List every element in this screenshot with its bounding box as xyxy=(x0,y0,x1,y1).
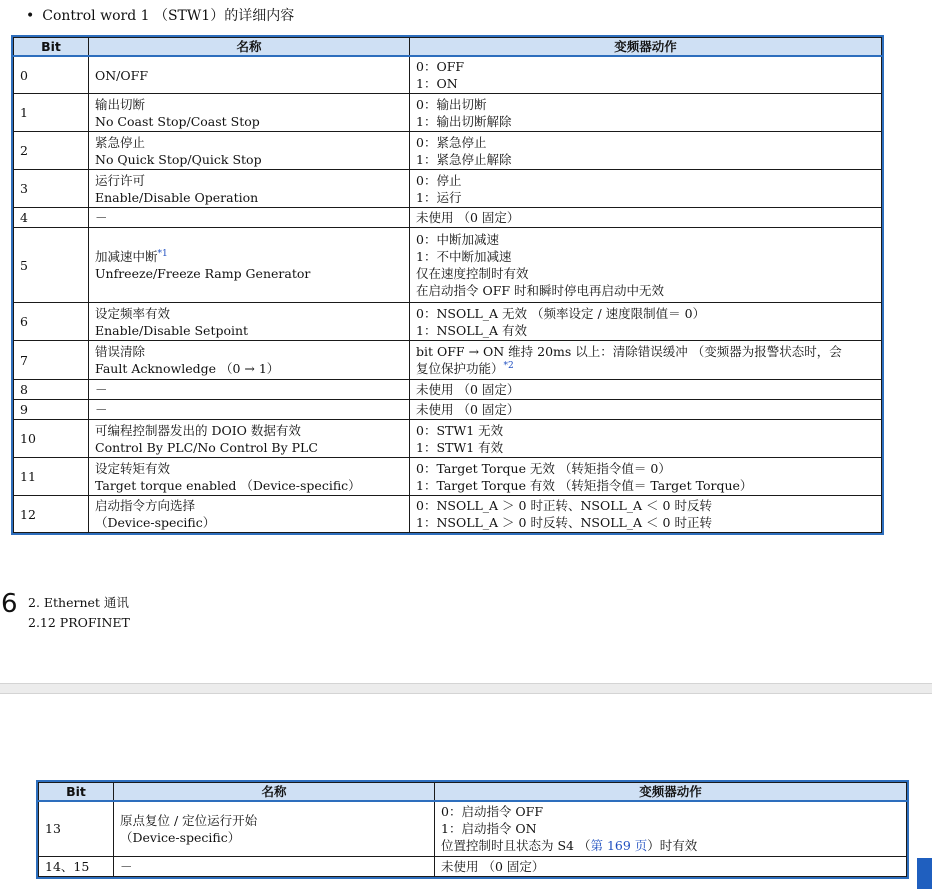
action-line: 0：NSOLL_A 无效 （频率设定 / 速度限制值＝ 0） xyxy=(416,305,706,321)
action-cell xyxy=(410,132,882,170)
name-line: 启动指令方向选择 xyxy=(95,498,196,513)
page-divider xyxy=(0,683,932,694)
action-line: 0：中断加减速 xyxy=(416,232,499,247)
action-line: 复位保护功能）$^{*2}$ xyxy=(416,360,514,376)
name-line: No Coast Stop/Coast Stop xyxy=(95,113,260,129)
action-line: 0：输出切断 xyxy=(416,96,487,112)
bit-cell: 8 xyxy=(14,380,89,400)
bit-cell: 1 xyxy=(14,94,89,132)
action-header: 变频器动作 xyxy=(410,38,882,57)
action-cell xyxy=(410,208,882,228)
bit-cell: 7 xyxy=(14,341,89,380)
name-line: 设定频率有效 xyxy=(95,305,171,321)
name-line: － xyxy=(95,382,108,397)
name-cell xyxy=(89,228,410,303)
action-line xyxy=(441,837,900,854)
action-cell xyxy=(410,56,882,94)
action-text: ）时有效 xyxy=(647,838,698,854)
name-line: 输出切断 xyxy=(95,96,146,112)
action-line: 1：启动指令 ON xyxy=(441,821,537,837)
action-cell xyxy=(410,170,882,208)
table-row xyxy=(14,208,882,228)
action-line: 1：运行 xyxy=(416,189,462,205)
bit-cell: 0 xyxy=(14,56,89,94)
name-line: ON/OFF xyxy=(95,67,148,83)
bit-cell: 2 xyxy=(14,132,89,170)
name-line: 错误清除 xyxy=(95,344,146,359)
bit-cell: 3 xyxy=(14,170,89,208)
scroll-handle[interactable] xyxy=(917,858,932,889)
action-line: 未使用 （0 固定） xyxy=(416,210,520,225)
action-cell xyxy=(410,458,882,496)
table-header-row xyxy=(14,38,882,57)
control-word-table xyxy=(13,37,882,533)
bullet: • xyxy=(26,8,35,24)
name-cell xyxy=(89,303,410,341)
name-line: No Quick Stop/Quick Stop xyxy=(95,151,262,167)
name-line: 紧急停止 xyxy=(95,134,146,150)
name-cell xyxy=(89,400,410,420)
name-line: （Device-specific） xyxy=(120,829,241,845)
name-cell xyxy=(89,208,410,228)
action-line: 0：STW1 无效 xyxy=(416,422,504,438)
action-line: 0：启动指令 OFF xyxy=(441,804,544,820)
name-line: Unfreeze/Freeze Ramp Generator xyxy=(95,266,311,281)
action-line: 未使用 （0 固定） xyxy=(441,858,545,874)
bit-cell: 12 xyxy=(14,496,89,533)
action-line: 1：紧急停止解除 xyxy=(416,151,512,167)
bit-cell: 11 xyxy=(14,458,89,496)
table-row xyxy=(14,170,882,208)
action-line: 未使用 （0 固定） xyxy=(416,382,520,397)
action-line: 1：ON xyxy=(416,76,458,91)
name-header: 名称 xyxy=(89,38,410,57)
name-line: 运行许可 xyxy=(95,172,146,188)
table-header-row xyxy=(39,783,907,802)
action-header: 变频器动作 xyxy=(435,783,907,802)
table-row xyxy=(39,856,907,876)
name-line: Fault Acknowledge （0 → 1） xyxy=(95,361,280,376)
bit-cell: 4 xyxy=(14,208,89,228)
name-line: 加减速中断$^{*1}$ xyxy=(95,248,168,264)
section-label: 2.12 PROFINET xyxy=(28,615,130,630)
page-link[interactable]: 第 169 页 xyxy=(590,838,648,854)
name-cell xyxy=(114,801,435,856)
table-row xyxy=(14,228,882,303)
action-line: 1：STW1 有效 xyxy=(416,439,504,455)
footnote-ref[interactable]: *1 xyxy=(157,248,168,259)
action-line: 1：Target Torque 有效 （转矩指令值＝ Target Torque） xyxy=(416,477,753,493)
table-row xyxy=(14,458,882,496)
name-line: 原点复位 / 定位运行开始 xyxy=(120,812,258,828)
action-line: 0：Target Torque 无效 （转矩指令值＝ 0） xyxy=(416,460,671,476)
page-footer xyxy=(28,593,130,633)
name-cell xyxy=(89,132,410,170)
name-line: － xyxy=(95,210,108,225)
action-line: 仅在速度控制时有效 xyxy=(416,266,529,281)
bit-header: Bit xyxy=(39,783,114,802)
action-cell xyxy=(410,380,882,400)
action-line: 0：停止 xyxy=(416,172,462,188)
action-line: 0：OFF xyxy=(416,59,465,74)
action-line: 1：不中断加减速 xyxy=(416,249,512,264)
action-cell xyxy=(410,228,882,303)
bit-cell: 13 xyxy=(39,801,114,856)
footnote-ref[interactable]: *2 xyxy=(503,360,514,371)
chapter-label: 2. Ethernet 通讯 xyxy=(28,595,129,610)
table-row xyxy=(14,420,882,458)
name-header: 名称 xyxy=(114,783,435,802)
action-text: 位置控制时且状态为 S4 （ xyxy=(441,838,591,854)
action-line: 0：紧急停止 xyxy=(416,134,487,150)
name-line: 可编程控制器发出的 DOIO 数据有效 xyxy=(95,422,301,438)
name-line: 设定转矩有效 xyxy=(95,460,171,476)
name-line: （Device-specific） xyxy=(95,515,216,530)
name-line: － xyxy=(120,858,133,874)
table-row xyxy=(14,400,882,420)
table-row xyxy=(14,132,882,170)
name-cell xyxy=(89,94,410,132)
name-cell xyxy=(114,856,435,876)
table-row xyxy=(14,94,882,132)
bit-cell: 9 xyxy=(14,400,89,420)
action-cell xyxy=(410,496,882,533)
table-row xyxy=(14,380,882,400)
bit-header: Bit xyxy=(14,38,89,57)
action-cell xyxy=(410,94,882,132)
action-line: 1：输出切断解除 xyxy=(416,113,512,129)
name-cell xyxy=(89,420,410,458)
action-line: 在启动指令 OFF 时和瞬时停电再启动中无效 xyxy=(416,283,665,298)
name-cell xyxy=(89,170,410,208)
page-number: 6 xyxy=(1,589,18,619)
action-line: bit OFF → ON 维持 20ms 以上：清除错误缓冲 （变频器为报警状态时，会 xyxy=(416,344,842,359)
action-cell xyxy=(410,303,882,341)
table-row xyxy=(39,801,907,856)
heading-text: Control word 1 （STW1）的详细内容 xyxy=(42,8,295,24)
action-cell xyxy=(410,400,882,420)
table-row xyxy=(14,56,882,94)
action-cell xyxy=(410,341,882,380)
action-cell xyxy=(435,856,907,876)
action-line: 未使用 （0 固定） xyxy=(416,402,520,417)
action-line: 1：NSOLL_A 有效 xyxy=(416,322,528,338)
name-line: Enable/Disable Operation xyxy=(95,189,259,205)
name-line: Target torque enabled （Device-specific） xyxy=(95,477,361,493)
action-cell xyxy=(435,801,907,856)
bit-cell: 6 xyxy=(14,303,89,341)
bit-cell: 14、15 xyxy=(39,856,114,876)
action-line: 0：NSOLL_A ＞ 0 时正转、NSOLL_A ＜ 0 时反转 xyxy=(416,498,712,513)
section-heading xyxy=(26,6,294,26)
table-row xyxy=(14,341,882,380)
bit-cell: 10 xyxy=(14,420,89,458)
name-cell xyxy=(89,458,410,496)
action-cell xyxy=(410,420,882,458)
control-word-table-continued xyxy=(38,782,907,877)
action-line: 1：NSOLL_A ＞ 0 时反转、NSOLL_A ＜ 0 时正转 xyxy=(416,515,712,530)
name-cell xyxy=(89,380,410,400)
bit-cell: 5 xyxy=(14,228,89,303)
name-cell xyxy=(89,341,410,380)
name-cell xyxy=(89,56,410,94)
table-row xyxy=(14,496,882,533)
name-line: Enable/Disable Setpoint xyxy=(95,322,249,338)
name-line: － xyxy=(95,402,108,417)
name-line: Control By PLC/No Control By PLC xyxy=(95,439,318,455)
table-row xyxy=(14,303,882,341)
name-cell xyxy=(89,496,410,533)
